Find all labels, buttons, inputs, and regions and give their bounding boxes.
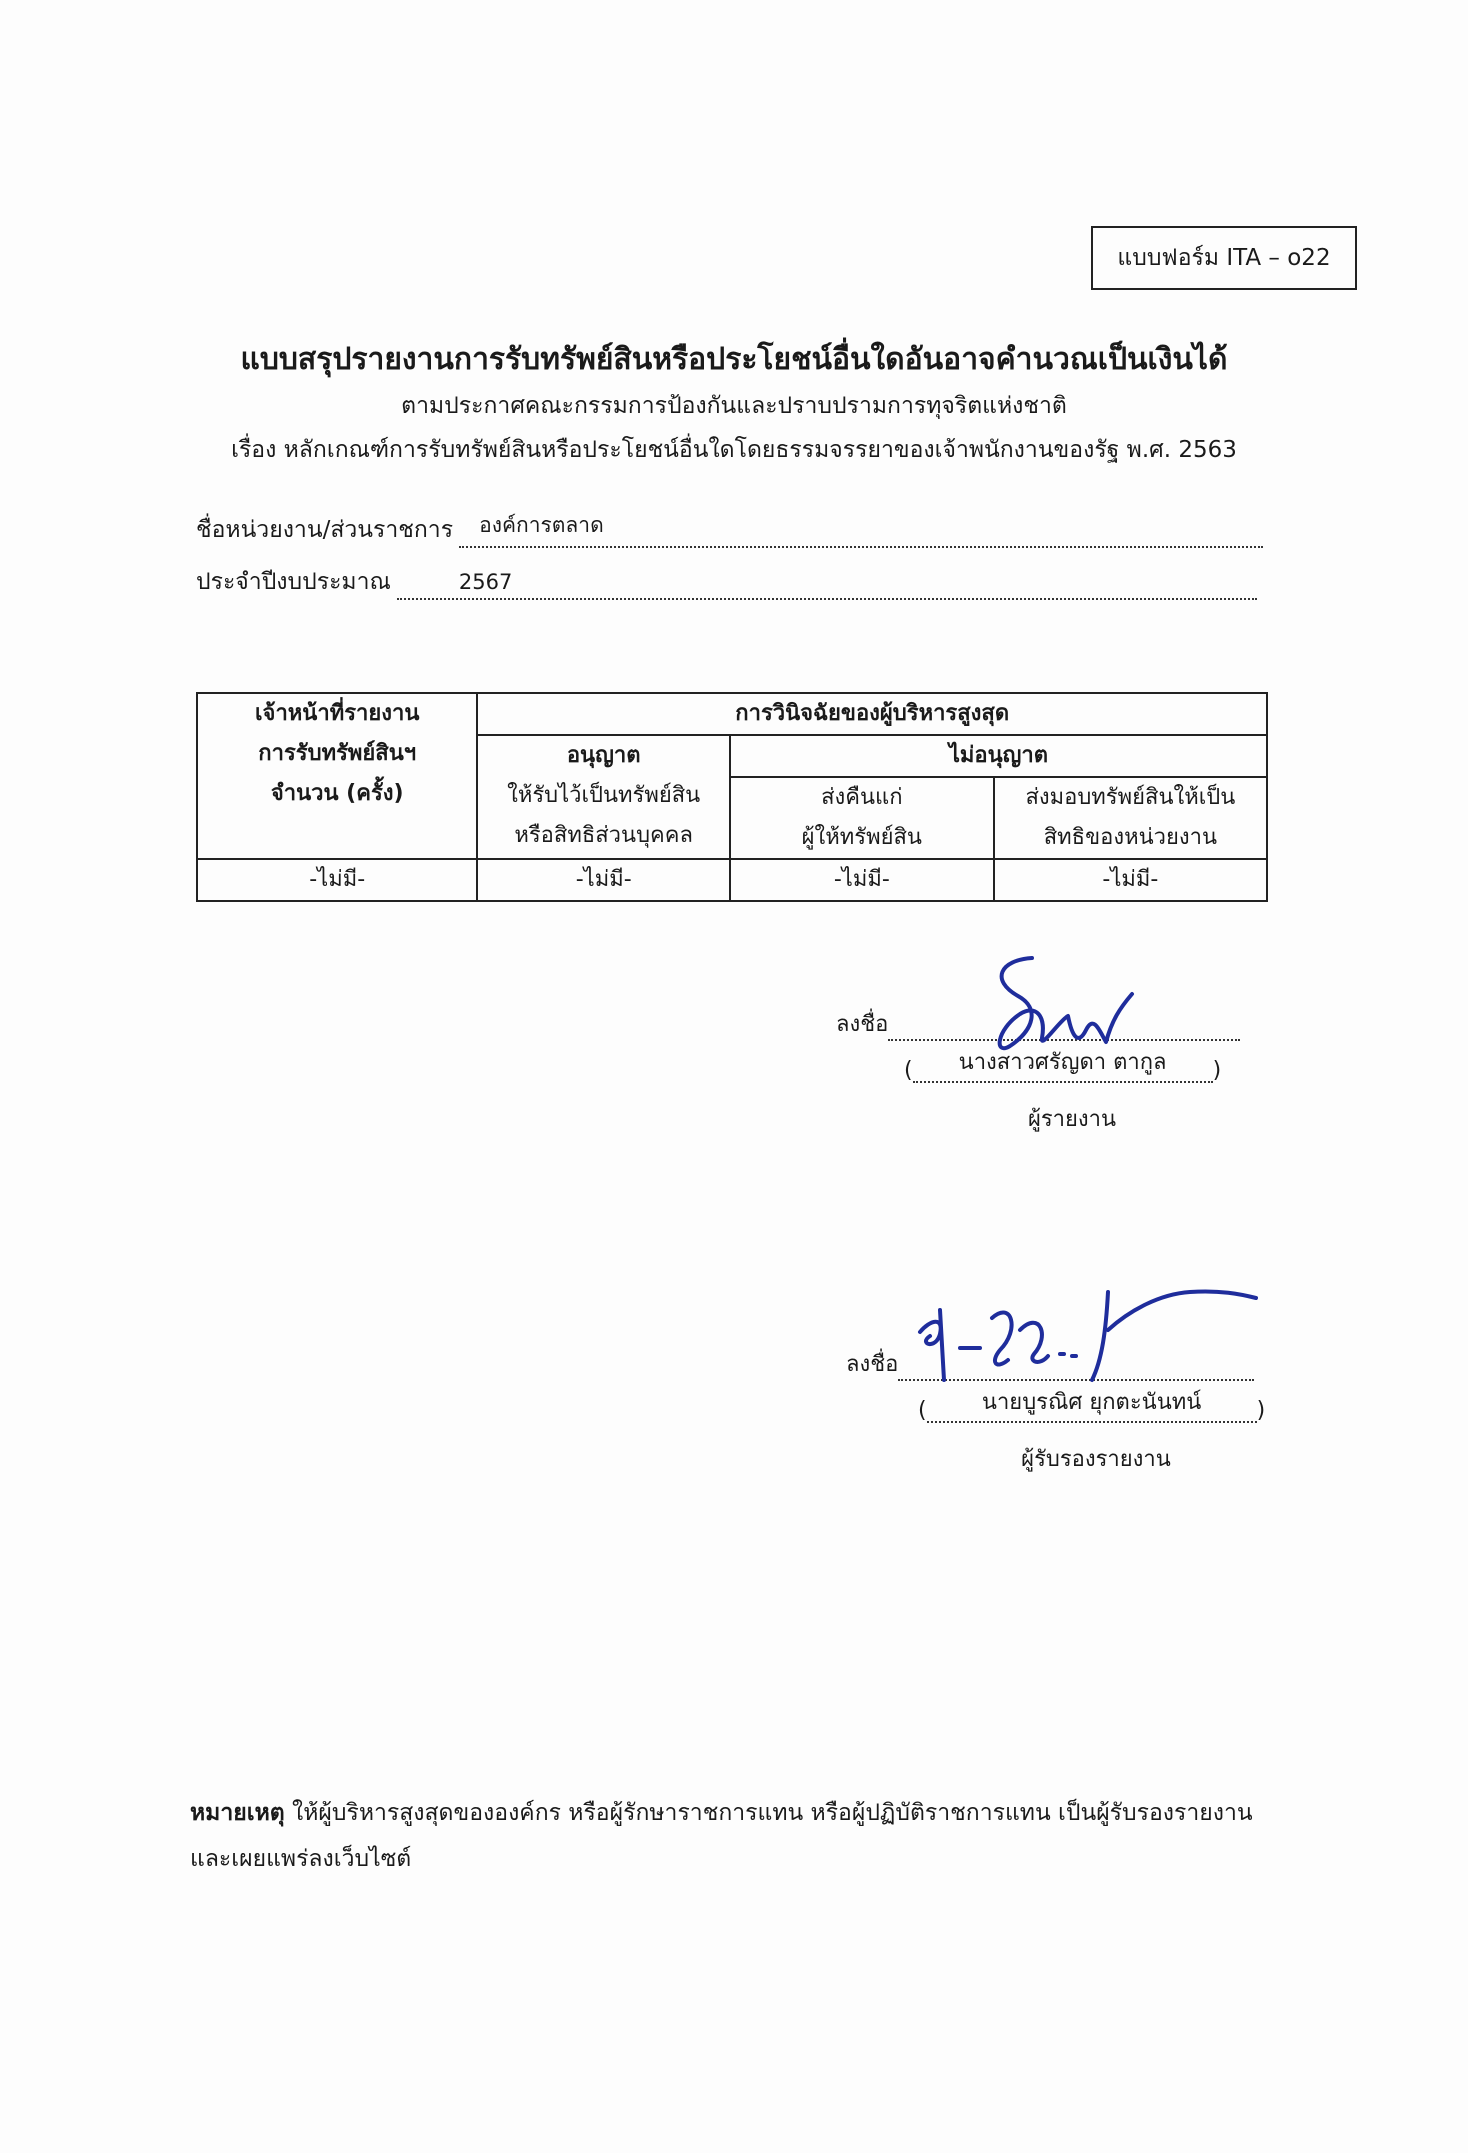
agency-fill-line [459, 513, 1263, 548]
reporter-role: ผู้รายงาน [1027, 1107, 1117, 1132]
gift-report-table [196, 692, 1268, 902]
table-cell: -ไม่มี- [197, 859, 477, 901]
permit-sub-line: ให้รับไว้เป็นทรัพย์สิน [507, 783, 701, 808]
document-subtitle-2: เรื่อง หลักเกณฑ์การรับทรัพย์สินหรือประโยชน์อื่นใดโดยธรรมจรรยาของเจ้าพนักงานของรัฐ พ.ศ. 2563 [231, 437, 1237, 463]
close-paren: ) [1256, 1398, 1266, 1423]
not-permit-header: ไม่อนุญาต [730, 735, 1267, 777]
fiscal-year-value: 2567 [458, 570, 513, 594]
reporter-count-header [197, 693, 477, 859]
certifier-signature-stroke [920, 1291, 1256, 1380]
table-row [197, 859, 1267, 901]
handover-sub-line: ส่งมอบทรัพย์สินให้เป็น [1025, 785, 1236, 810]
reporter-signature-stroke [1000, 958, 1132, 1048]
return-header [730, 777, 994, 859]
table-cell: -ไม่มี- [994, 859, 1267, 901]
document-title: แบบสรุปรายงานการรับทรัพย์สินหรือประโยชน์อื่นใดอันอาจคำนวณเป็นเงินได้ [240, 342, 1228, 377]
form-code-box [1091, 226, 1357, 290]
header-line: จำนวน (ครั้ง) [270, 781, 404, 806]
reporter-name: นางสาวศรัญดา ตากูล [958, 1050, 1167, 1075]
close-paren: ) [1212, 1058, 1222, 1083]
open-paren: ( [904, 1058, 913, 1083]
certifier-role: ผู้รับรองรายงาน [1021, 1447, 1171, 1472]
permit-title: อนุญาต [566, 743, 641, 768]
reporter-signature [960, 950, 1200, 1070]
table-cell: -ไม่มี- [730, 859, 994, 901]
fiscal-year-fill-line [397, 572, 1257, 600]
certifier-signature [900, 1270, 1280, 1430]
fiscal-year-field [196, 566, 1257, 600]
permit-sub-line: หรือสิทธิส่วนบุคคล [514, 823, 693, 848]
footnote [190, 1790, 1270, 1882]
agency-label: ชื่อหน่วยงาน/ส่วนราชการ [196, 517, 454, 543]
permit-header [477, 735, 729, 859]
form-code: แบบฟอร์ม ITA – o22 [1117, 245, 1331, 271]
table-cell: -ไม่มี- [477, 859, 729, 901]
agency-value: องค์การตลาด [479, 513, 604, 537]
decision-header: การวินิจฉัยของผู้บริหารสูงสุด [477, 693, 1267, 735]
handover-header [994, 777, 1267, 859]
return-sub-line: ผู้ให้ทรัพย์สิน [801, 825, 922, 850]
fiscal-year-label: ประจำปีงบประมาณ [196, 569, 391, 595]
handover-sub-line: สิทธิของหน่วยงาน [1043, 825, 1217, 850]
header-line: การรับทรัพย์สินฯ [258, 741, 417, 766]
reporter-sign-label: ลงชื่อ [836, 1012, 889, 1037]
footnote-text: ให้ผู้บริหารสูงสุดขององค์กร หรือผู้รักษาราชการแทน หรือผู้ปฏิบัติราชการแทน เป็นผู้รับรองรายงานและเผยแพร่ลงเว็บไซต์ [190, 1800, 1253, 1872]
footnote-label: หมายเหตุ [190, 1800, 285, 1826]
header-line: เจ้าหน้าที่รายงาน [255, 701, 420, 726]
certifier-sign-label: ลงชื่อ [846, 1352, 899, 1377]
agency-field [196, 514, 1263, 548]
open-paren: ( [918, 1398, 927, 1423]
document-subtitle-1: ตามประกาศคณะกรรมการป้องกันและปราบปรามการทุจริตแห่งชาติ [401, 393, 1067, 419]
return-sub-line: ส่งคืนแก่ [821, 785, 903, 810]
certifier-name: นายบูรณิศ ยุกตะนันทน์ [981, 1390, 1202, 1415]
